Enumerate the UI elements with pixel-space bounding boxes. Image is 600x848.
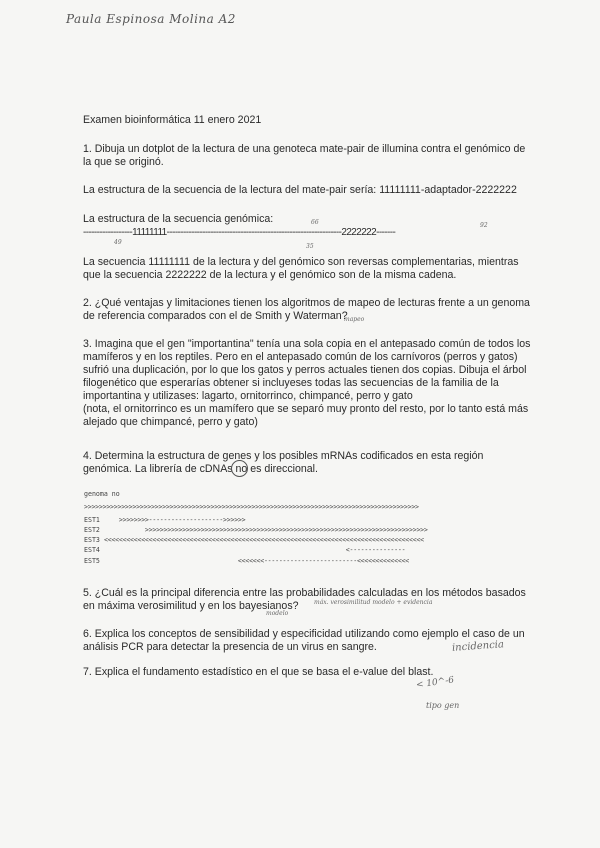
q4-est1-seq: >>>>>>>>-------------------->>>>>>	[104, 516, 246, 524]
q5-handwritten-note-2: modelo	[266, 610, 289, 617]
q4-circled-word	[231, 460, 248, 477]
q1-line1: 1. Dibuja un dotplot de la lectura de una genoteca mate-pair de illumina contra el genómico de	[83, 143, 526, 155]
q4-line2: genómica. La librería de cDNAs no es direccional.	[83, 463, 318, 475]
q4-est5-seq: <<<<<<<-------------------------<<<<<<<<<<<<<<	[104, 557, 410, 565]
q7-handwritten-note-1: < 10^-6	[415, 675, 455, 691]
q5-line2: en máxima verosimilitud y en los bayesianos?	[83, 600, 299, 612]
q1-line2: la que se originó.	[83, 156, 164, 168]
q4-est2-seq: >>>>>>>>>>>>>>>>>>>>>>>>>>>>>>>>>>>>>>>>>>>>>>>>>>>>>>>>>>>>>>>>>>>>>>>>>>>>	[104, 526, 428, 534]
q1-read-structure: La estructura de la secuencia de la lectura del mate-pair sería: 11111111-adaptador-2222222	[83, 184, 517, 196]
q1-line4: que la secuencia 2222222 de la lectura y el genómico son de la misma cadena.	[83, 269, 457, 281]
q1-scale-mark-a: 49	[114, 239, 122, 246]
q6-line2: análisis PCR para detectar la presencia de un virus en sangre.	[83, 641, 377, 653]
q3-line7: alejado que chimpancé, perro y gato)	[83, 416, 258, 428]
q7-line1: 7. Explica el fundamento estadístico en el que se basa el e-value del blast.	[83, 666, 434, 678]
q3-line1: 3. Imagina que el gen "importantina" tenía una sola copia en el antepasado común de todos los	[83, 338, 531, 350]
q5-line1: 5. ¿Cuál es la principal diferencia entre las probabilidades calculadas en los métodos basados	[83, 587, 526, 599]
q1-genomic-label: La estructura de la secuencia genómica:	[83, 213, 274, 225]
q4-genome-label: genoma no	[84, 490, 120, 498]
q6-line1: 6. Explica los conceptos de sensibilidad y especificidad utilizando como ejemplo el caso de un	[83, 628, 525, 640]
q4-genome-line: >>>>>>>>>>>>>>>>>>>>>>>>>>>>>>>>>>>>>>>>>>>>>>>>>>>>>>>>>>>>>>>>>>>>>>>>>>>>>>>>>>>>>>>>>>	[84, 503, 419, 511]
q2-line2: de referencia comparados con el de Smith y Waterman?	[83, 310, 348, 322]
q1-line3: La secuencia 11111111 de la lectura y del genómico son reversas complementarias, mientras	[83, 256, 519, 268]
q4-est3-seq: <<<<<<<<<<<<<<<<<<<<<<<<<<<<<<<<<<<<<<<<<<<<<<<<<<<<<<<<<<<<<<<<<<<<<<<<<<<<<<<<<<<<<<	[104, 536, 424, 544]
handwritten-name: Paula Espinosa Molina A2	[66, 12, 236, 26]
q4-est2-label: EST2	[84, 526, 100, 534]
q4-est3-label: EST3	[84, 536, 100, 544]
q3-line5: importantina y utilizases: lagarto, ornitorrinco, chimpancé, perro y gato	[83, 390, 413, 402]
q4-line1: 4. Determina la estructura de genes y los posibles mRNAs codificados en esta región	[83, 450, 484, 462]
q4-est1-label: EST1	[84, 516, 100, 524]
q3-line2: mamíferos y en los reptiles. Pero en el antepasado común de los carnívoros (perros y gatos)	[83, 351, 518, 363]
q4-est4-label: EST4	[84, 546, 100, 554]
q4-est4-seq: <---------------	[104, 546, 406, 554]
exam-title: Examen bioinformática 11 enero 2021	[83, 114, 262, 126]
q1-genomic-line: ------------------11111111----------------------------------------------------------------2222222-------	[83, 227, 396, 238]
q3-line4: filogenético que esperarías obtener si incluyeses todas las secuencias de la familia de la	[83, 377, 499, 389]
q5-handwritten-note: máx. verosimilitud modelo + evidencia	[314, 599, 433, 606]
q1-scale-mark-d: 92	[480, 222, 488, 229]
q2-line1: 2. ¿Qué ventajas y limitaciones tienen los algoritmos de mapeo de lecturas frente a un genoma	[83, 297, 530, 309]
q6-handwritten-note: incidencia	[451, 639, 505, 654]
q3-line3: sufrió una duplicación, por lo que los gatos y perros actuales tienen dos copias. Dibuja el árbol	[83, 364, 527, 376]
q1-scale-mark-b: 66	[311, 219, 319, 226]
q2-handwritten-note: mapeo	[344, 316, 365, 323]
q3-line6: (nota, el ornitorrinco es un mamífero que se separó muy pronto del resto, por lo tanto está más	[83, 403, 529, 415]
q7-handwritten-note-2: tipo gen	[426, 701, 460, 710]
q1-scale-mark-c: 35	[306, 243, 314, 250]
q4-est5-label: EST5	[84, 557, 100, 565]
